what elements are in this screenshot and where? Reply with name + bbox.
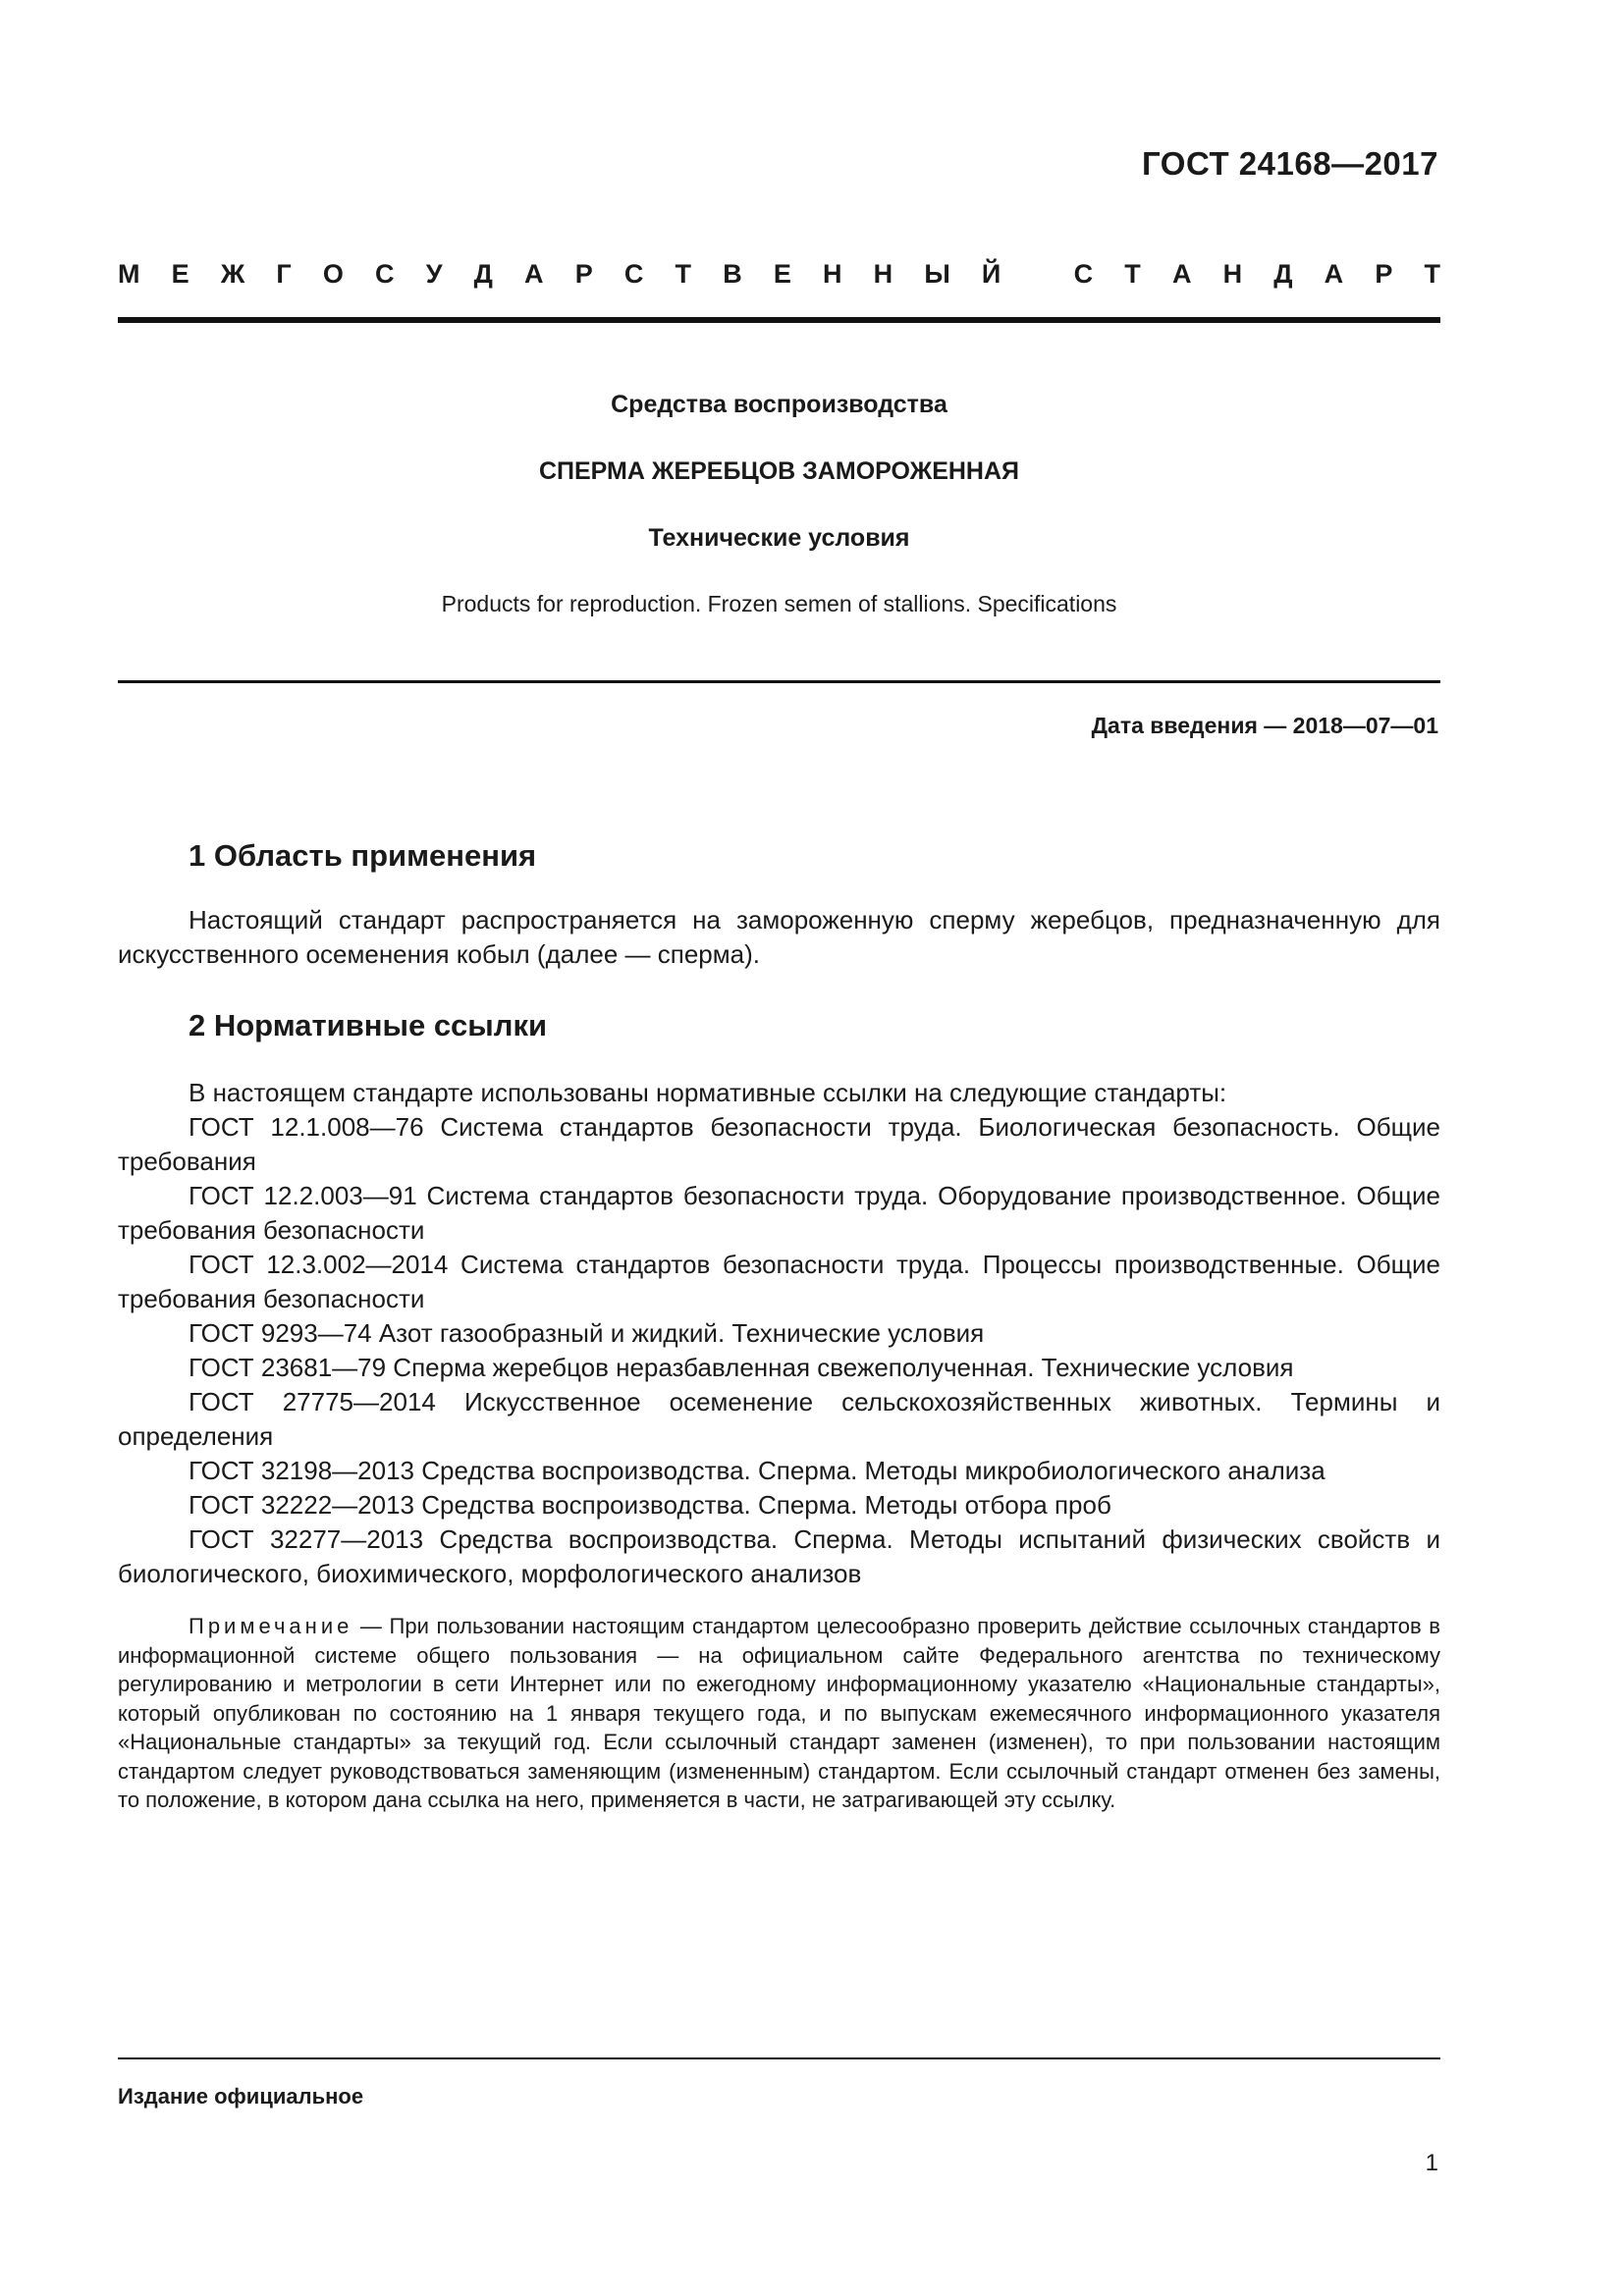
official-edition-label: Издание официальное xyxy=(118,2084,364,2109)
document-number: ГОСТ 24168—2017 xyxy=(1142,145,1438,182)
reference-item: ГОСТ 32222—2013 Средства воспроизводства. Сперма. Методы отбора проб xyxy=(189,1490,1111,1520)
section-heading-references: 2 Нормативные ссылки xyxy=(189,1008,548,1042)
reference-item: ГОСТ 12.3.002—2014 Система стандартов безопасности труда. Процессы производственные. Общие требования безопасности xyxy=(118,1250,1440,1313)
reference-item: ГОСТ 9293—74 Азот газообразный и жидкий. Технические условия xyxy=(189,1318,985,1348)
heading-letter: Р xyxy=(574,259,593,289)
note-label: Примечание xyxy=(189,1614,353,1638)
heading-letter: Н xyxy=(873,259,893,289)
title-divider xyxy=(118,680,1440,683)
header-divider xyxy=(118,317,1440,323)
heading-letter: Ы xyxy=(924,259,950,289)
heading-letter: С xyxy=(1073,259,1094,289)
heading-letter: С xyxy=(375,259,395,289)
heading-letter: Н xyxy=(823,259,842,289)
reference-item: ГОСТ 32277—2013 Средства воспроизводства. Сперма. Методы испытаний физических свойств и биологического, биохимического, морфологического анализов xyxy=(118,1524,1440,1588)
heading-letter: Е xyxy=(171,259,189,289)
scope-paragraph: Настоящий стандарт распространяется на замороженную сперму жеребцов, предназначенную для искусственного осеменения кобыл (далее — сперма). xyxy=(118,905,1440,969)
page-number: 1 xyxy=(1425,2150,1438,2176)
section-heading-scope: 1 Область применения xyxy=(189,838,537,873)
heading-letter: Н xyxy=(1222,259,1243,289)
reference-item: ГОСТ 12.1.008—76 Система стандартов безопасности труда. Биологическая безопасность. Общие требования xyxy=(118,1112,1440,1176)
heading-letter: А xyxy=(1324,259,1344,289)
heading-letter: О xyxy=(322,259,344,289)
reference-item: ГОСТ 32198—2013 Средства воспроизводства. Сперма. Методы микробиологического анализа xyxy=(189,1456,1325,1485)
document-subtitle: Технические условия xyxy=(648,524,910,552)
heading-letter: Ж xyxy=(220,259,245,289)
heading-letter: Д xyxy=(1273,259,1293,289)
english-title: Products for reproduction. Frozen semen of stallions. Specifications xyxy=(441,591,1117,616)
heading-letter: Т xyxy=(1424,259,1440,289)
heading-letter: Г xyxy=(276,259,292,289)
title-category: Средства воспроизводства xyxy=(611,391,947,418)
heading-letter: Р xyxy=(1375,259,1393,289)
standard-type-heading xyxy=(118,259,1440,290)
heading-letter: Й xyxy=(981,259,1001,289)
reference-item: ГОСТ 23681—79 Сперма жеребцов неразбавленная свежеполученная. Технические условия xyxy=(189,1353,1294,1382)
reference-item: ГОСТ 12.2.003—91 Система стандартов безопасности труда. Оборудование производственное. Общие требования безопасности xyxy=(118,1181,1440,1245)
references-intro: В настоящем стандарте использованы нормативные ссылки на следующие стандарты: xyxy=(189,1078,1227,1107)
heading-letter: Т xyxy=(675,259,692,289)
heading-letter: А xyxy=(1171,259,1192,289)
heading-letter: Д xyxy=(473,259,493,289)
reference-item: ГОСТ 27775—2014 Искусственное осеменение сельскохозяйственных животных. Термины и определения xyxy=(118,1387,1440,1451)
heading-letter: М xyxy=(118,259,140,289)
heading-letter: Т xyxy=(1124,259,1141,289)
heading-word-gap xyxy=(1032,259,1042,290)
heading-letter: В xyxy=(723,259,742,289)
introduction-date: Дата введения — 2018—07—01 xyxy=(1091,713,1438,738)
document-title: СПЕРМА ЖЕРЕБЦОВ ЗАМОРОЖЕННАЯ xyxy=(538,457,1019,485)
heading-letter: Е xyxy=(773,259,791,289)
heading-letter: А xyxy=(524,259,544,289)
heading-letter: У xyxy=(425,259,443,289)
references-note xyxy=(118,1612,1440,1815)
note-text: — При пользовании настоящим стандартом целесообразно проверить действие ссылочных стандартов в информационной системе общего пользования — на официальном сайте Федерального агентства по техническому регулированию и метрологии в сети Интернет или по ежегодному информационному указателю «Национальные стандарты», который опубликован по состоянию на 1 января текущего года, и по выпускам ежемесячного информационного указателя «Национальные стандарты» за текущий год. Если ссылочный стандарт заменен (изменен), то при пользовании настоящим стандартом следует руководствоваться заменяющим (измененным) стандартом. Если ссылочный стандарт отменен без замены, то положение, в котором дана ссылка на него, применяется в части, не затрагивающей эту ссылку. xyxy=(118,1614,1440,1812)
heading-letter: С xyxy=(623,259,644,289)
footer-divider xyxy=(118,2057,1440,2059)
references-list xyxy=(118,1076,1440,1591)
